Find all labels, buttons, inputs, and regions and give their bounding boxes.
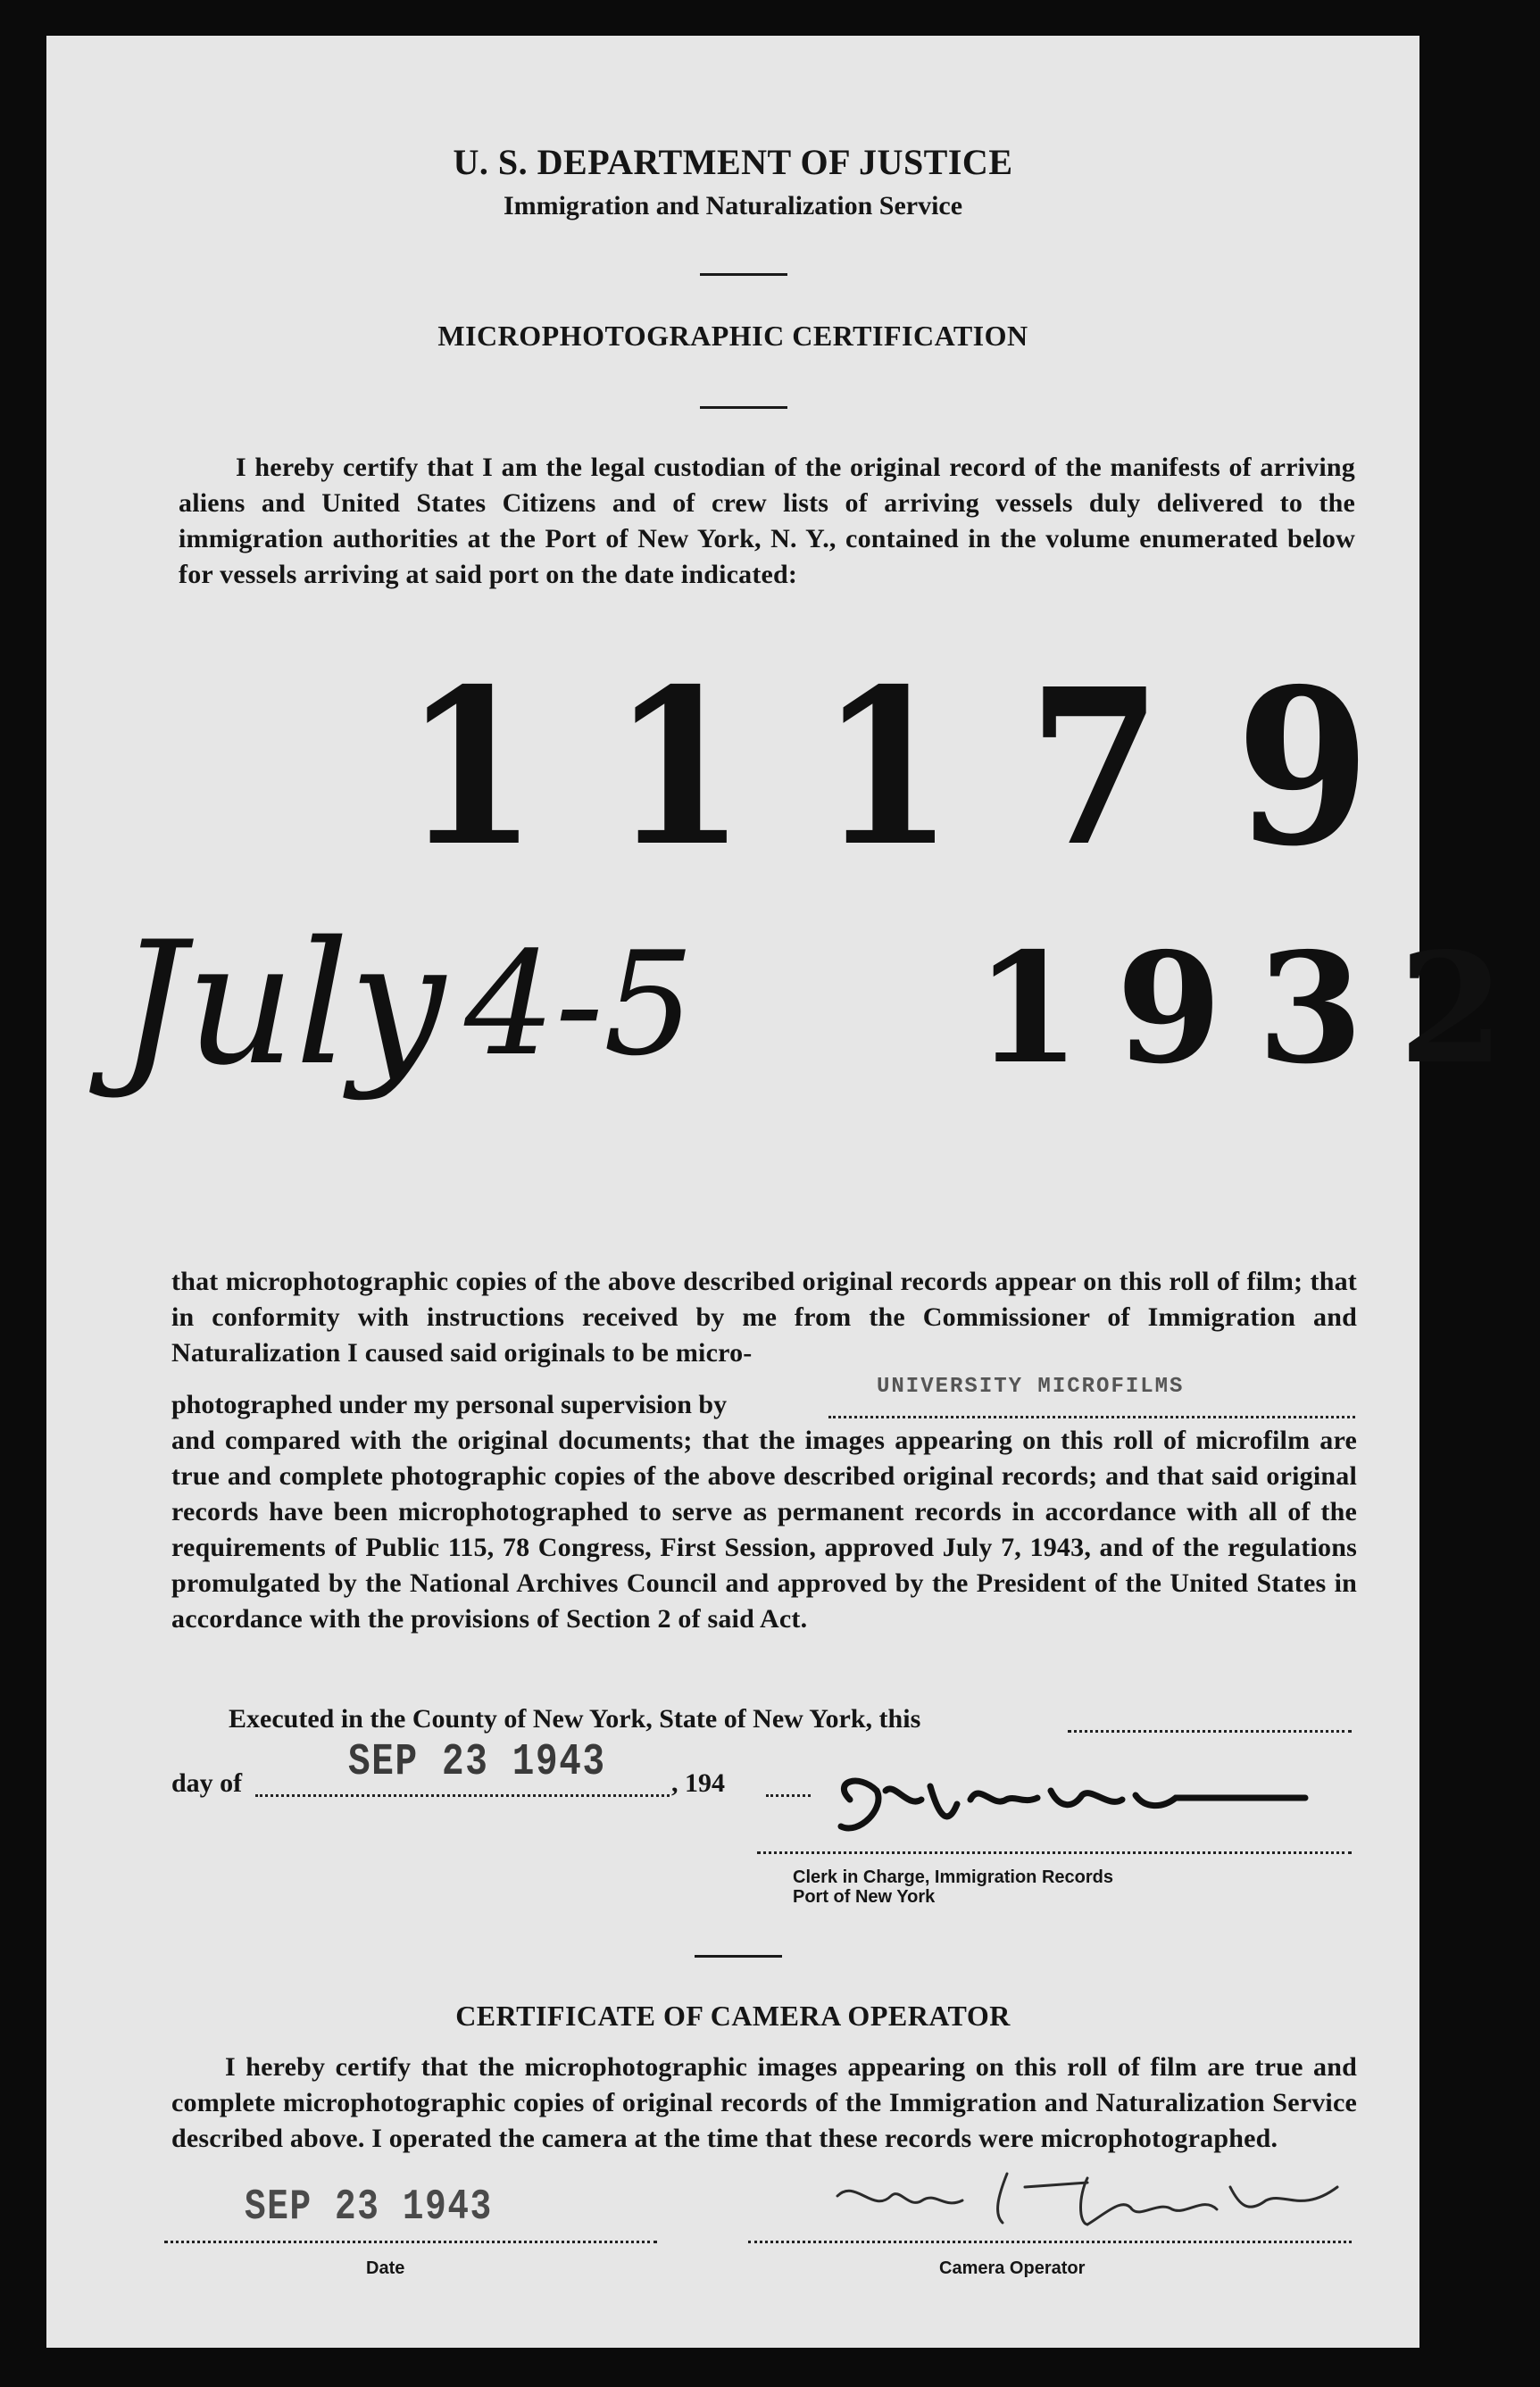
camera-operator-label: Camera Operator (939, 2258, 1086, 2278)
camera-operator-line (748, 2241, 1352, 2243)
year-suffix: , 194 (671, 1768, 725, 1798)
executed-day-line (1068, 1730, 1352, 1733)
header-divider (700, 273, 787, 276)
clerk-signature-line (757, 1851, 1352, 1854)
day-of-line (255, 1794, 670, 1797)
clerk-title-line2: Port of New York (793, 1887, 936, 1907)
camera-section-divider (695, 1955, 782, 1958)
department-heading: U. S. DEPARTMENT OF JUSTICE (453, 142, 1013, 182)
camera-date-line (164, 2241, 657, 2243)
camera-date-label: Date (366, 2258, 405, 2278)
camera-date-stamp: SEP 23 1943 (245, 2183, 493, 2232)
photographed-by-line (828, 1416, 1355, 1418)
executed-statement: Executed in the County of New York, State of New York, this (229, 1704, 921, 1734)
photographer-stamp: UNIVERSITY MICROFILMS (877, 1375, 1185, 1399)
year-suffix-line (766, 1794, 811, 1797)
certificate-sheet (46, 36, 1540, 2348)
certification-title: MICROPHOTOGRAPHIC CERTIFICATION (437, 320, 1028, 352)
clerk-signature (823, 1755, 1323, 1853)
handwritten-volume-number: 11179 (404, 642, 1444, 894)
body-paragraph-part2: and compared with the original documents; that the images appearing on this roll of microfilm are true and complete photographic copies of the above described original records; and that said original records have been microphotographed to serve as permanent records in accordance with all of the requirements of Public 115, 78 Congress, First Session, approved July 7, 1943, and of the regulations promulgated by the National Archives Council and approved by the President of the United States in accordance with the provisions of Section 2 of said Act. (171, 1426, 1357, 1634)
camera-certificate-paragraph: I hereby certify that the microphotographic images appearing on this roll of film are true and complete microphotographic copies of original records of the Immigration and Naturalization Service described above. I operated the camera at the time that these records were microphotographed. (171, 2052, 1357, 2153)
service-subheading: Immigration and Naturalization Service (503, 191, 963, 220)
photographed-by-label: photographed under my personal supervision by (171, 1390, 728, 1419)
handwritten-date-month: July (118, 905, 445, 1102)
camera-operator-signature (820, 2160, 1355, 2241)
handwritten-date-days: 4-5 (464, 920, 695, 1087)
clerk-title-line1: Clerk in Charge, Immigration Records (793, 1867, 1113, 1887)
day-of-label: day of (171, 1768, 243, 1798)
camera-certificate-title: CERTIFICATE OF CAMERA OPERATOR (455, 2000, 1011, 2032)
handwritten-date-year: 1932 (975, 919, 1540, 1098)
body-paragraph-part1: that microphotographic copies of the above described original records appear on this roll of film; that in conformity with instructions received by me from the Commissioner of Immigration and Naturalization I caused said originals to be micro- (171, 1267, 1357, 1368)
intro-paragraph: I hereby certify that I am the legal custodian of the original record of the manifests of arriving aliens and United States Citizens and of crew lists of arriving vessels duly delivered to the immigration authorities at the Port of New York, N. Y., contained in the volume enumerated below for vessels arriving at said port on the date indicated: (179, 453, 1355, 589)
title-divider (700, 406, 787, 409)
executed-date-stamp: SEP 23 1943 (348, 1737, 606, 1788)
